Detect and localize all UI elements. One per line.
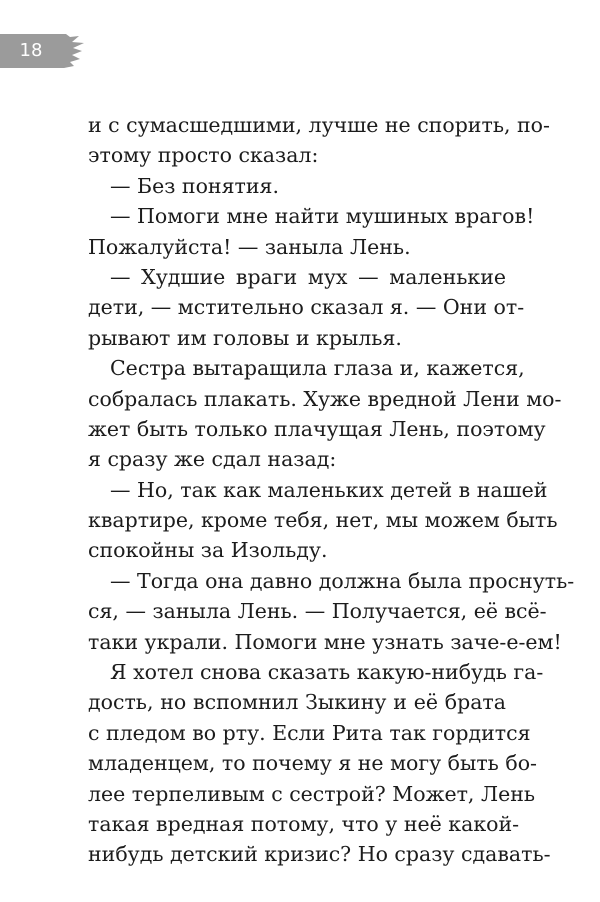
text-line: я сразу же сдал назад: — [88, 447, 337, 472]
text-line: спокойны за Изольду. — [88, 538, 328, 563]
text-line: рывают им головы и крылья. — [88, 325, 402, 350]
text-line: младенцем, то почему я не могу быть бо- — [88, 751, 537, 776]
page-number-tab — [0, 34, 88, 68]
text-line: дети, — мстительно сказал я. — Они от- — [88, 295, 525, 320]
text-line: — Худшие враги мух — маленькие — [110, 264, 506, 289]
page-number: 18 — [19, 40, 43, 61]
text-line: жет быть только плачущая Лень, поэтому — [88, 416, 546, 441]
text-line: квартире, кроме тебя, нет, мы можем быть — [88, 508, 558, 533]
text-line: Сестра вытаращила глаза и, кажется, — [110, 356, 525, 381]
text-line: нибудь детский кризис? Но сразу сдавать- — [88, 842, 551, 867]
text-line: Я хотел снова сказать какую-нибудь га- — [110, 660, 544, 685]
text-line: — Но, так как маленьких детей в нашей — [110, 477, 548, 502]
text-line: с пледом во рту. Если Рита так гордится — [88, 720, 531, 745]
text-line: и с сумасшедшими, лучше не спорить, по- — [88, 113, 550, 137]
text-line: — Помоги мне найти мушиных врагов! — [110, 204, 535, 229]
book-text — [88, 110, 575, 870]
text-line: этому просто сказал: — [88, 143, 319, 168]
text-line: — Без понятия. — [110, 173, 279, 198]
text-line: — Тогда она давно должна была проснуть- — [110, 568, 575, 593]
text-line: таки украли. Помоги мне узнать заче-е-ем! — [88, 629, 562, 654]
text-line: Пожалуйста! — заныла Лень. — [88, 234, 411, 259]
text-line: дость, но вспомнил Зыкину и её брата — [88, 690, 506, 715]
text-line: собралась плакать. Хуже вредной Лени мо- — [88, 386, 562, 411]
text-line: лее терпеливым с сестрой? Может, Лень — [88, 781, 536, 806]
text-line: ся, — заныла Лень. — Получается, её всё- — [88, 599, 547, 624]
text-line: такая вредная потому, что у неё какой- — [88, 811, 520, 836]
